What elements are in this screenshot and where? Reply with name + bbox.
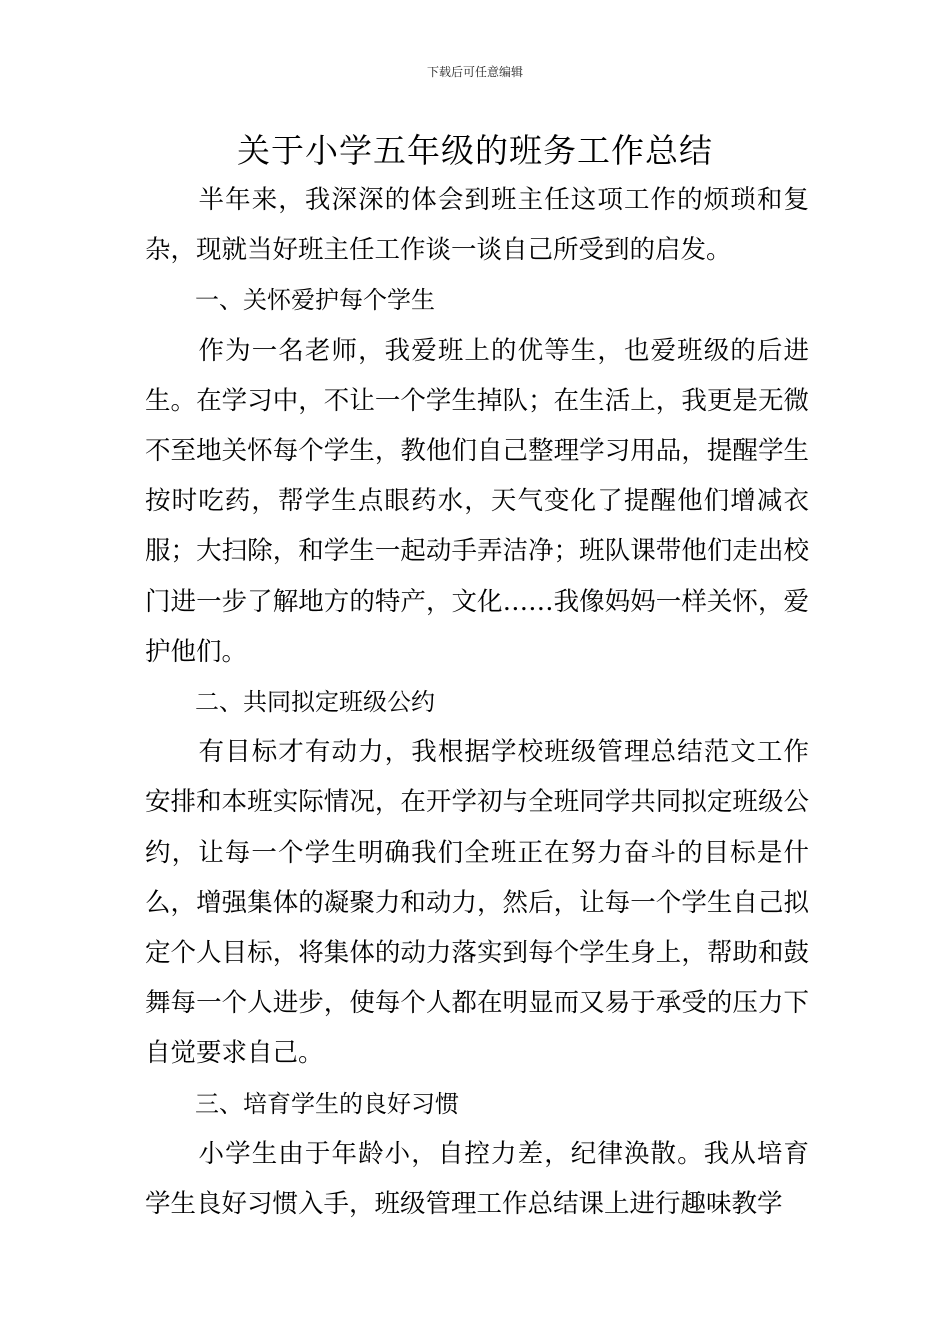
section-heading-2: 二、共同拟定班级公约 bbox=[195, 688, 435, 717]
section-heading-3: 三、培育学生的良好习惯 bbox=[195, 1089, 459, 1118]
paragraph-intro: 半年来，我深深的体会到班主任这项工作的烦琐和复杂，现就当好班主任工作谈一谈自己所受到的启发。 bbox=[145, 185, 809, 266]
document-body bbox=[145, 175, 809, 1229]
header-note: 下载后可任意编辑 bbox=[426, 65, 523, 79]
section-heading-1: 一、关怀爱护每个学生 bbox=[195, 286, 435, 315]
document-title: 关于小学五年级的班务工作总结 bbox=[237, 131, 713, 170]
paragraph-care: 作为一名老师，我爱班上的优等生，也爱班级的后进生。在学习中，不让一个学生掉队；在生活上，我更是无微不至地关怀每个学生，教他们自己整理学习用品，提醒学生按时吃药，帮学生点眼药水，天气变化了提醒他们增减衣服；大扫除，和学生一起动手弄洁净；班队课带他们走出校门进一步了解地方的特产，文化……我像妈妈一样关怀，爱护他们。 bbox=[145, 335, 809, 667]
paragraph-convention: 有目标才有动力，我根据学校班级管理总结范文工作安排和本班实际情况，在开学初与全班同学共同拟定班级公约，让每一个学生明确我们全班正在努力奋斗的目标是什么，增强集体的凝聚力和动力，然后，让每一个学生自己拟定个人目标，将集体的动力落实到每个学生身上，帮助和鼓舞每一个人进步，使每个人都在明显而又易于承受的压力下自觉要求自己。 bbox=[145, 737, 809, 1069]
paragraph-habits: 小学生由于年龄小，自控力差，纪律涣散。我从培育学生良好习惯入手，班级管理工作总结课上进行趣味教学 bbox=[145, 1138, 809, 1220]
